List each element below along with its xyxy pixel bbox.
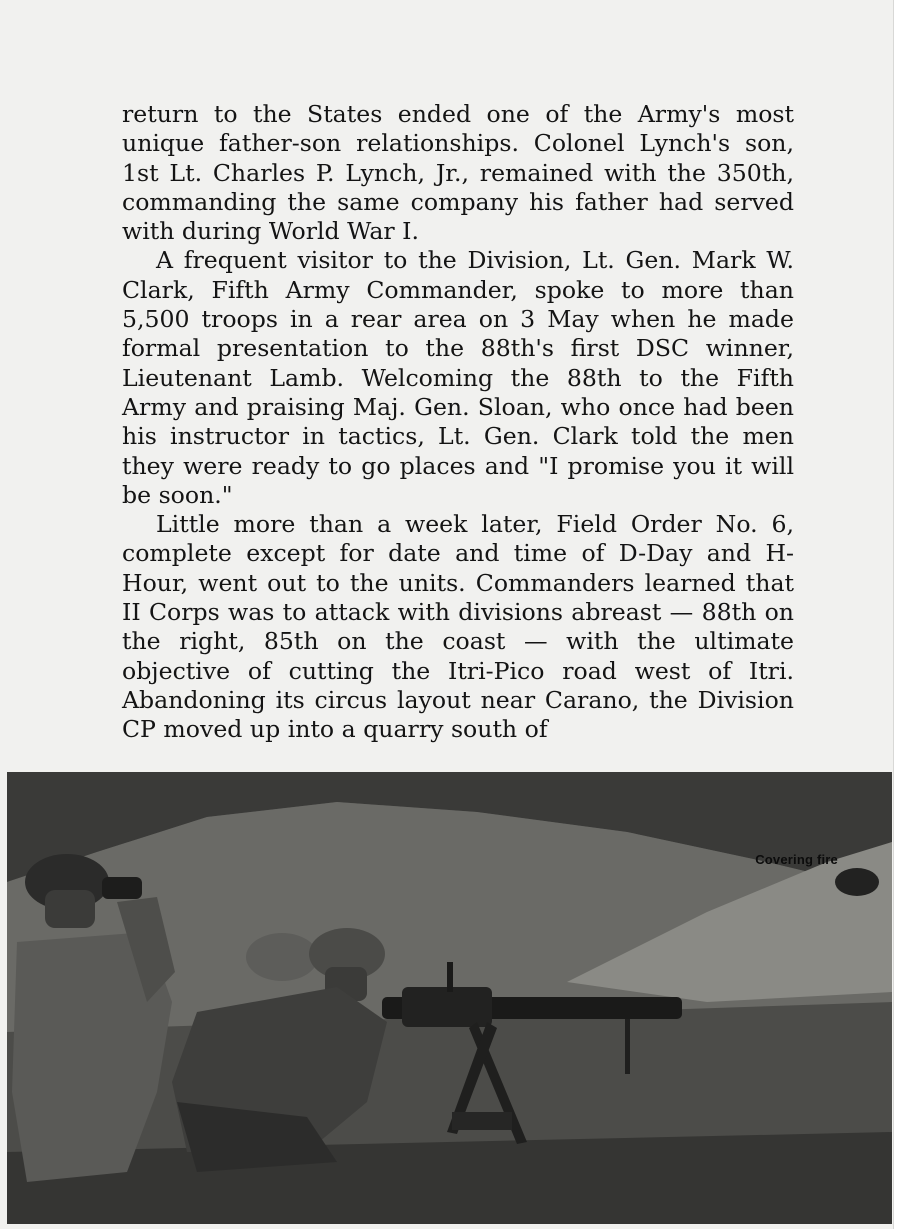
distant-soldier <box>835 868 879 896</box>
photo-illustration <box>7 772 892 1224</box>
paragraph-1: return to the States ended one of the Army's most unique father-son relationships. Colonel Lynch's son, 1st Lt. Charles P. Lynch, Jr., remained with the 350th, commanding the same company his father had served with during World War I. <box>122 100 794 246</box>
paragraph-3: Little more than a week later, Field Order No. 6, complete except for date and time of D-Day and H-Hour, went out to the units. Commanders learned that II Corps was to attack with divisions abreast — 88th on the right, 85th on the coast — with the ultimate objective of cutting the Itri-Pico road west of Itri. Abandoning its circus layout near Carano, the Division CP moved up into a quarry south of <box>122 510 794 744</box>
helmet-third-soldier <box>246 933 318 981</box>
paragraph-2: A frequent visitor to the Division, Lt. Gen. Mark W. Clark, Fifth Army Commander, spoke to more than 5,500 troops in a rear area on 3 May when he made formal presentation to the 88th's first DSC winner, Lieutenant Lamb. Welcoming the 88th to the Fifth Army and praising Maj. Gen. Sloan, who once had been his instructor in tactics, Lt. Gen. Clark told the men they were ready to go places and "I promise you it will be soon." <box>122 246 794 509</box>
article-body <box>122 100 794 745</box>
photo-caption: Covering fire <box>755 852 838 867</box>
photograph-machine-gun-crew <box>7 772 892 1224</box>
